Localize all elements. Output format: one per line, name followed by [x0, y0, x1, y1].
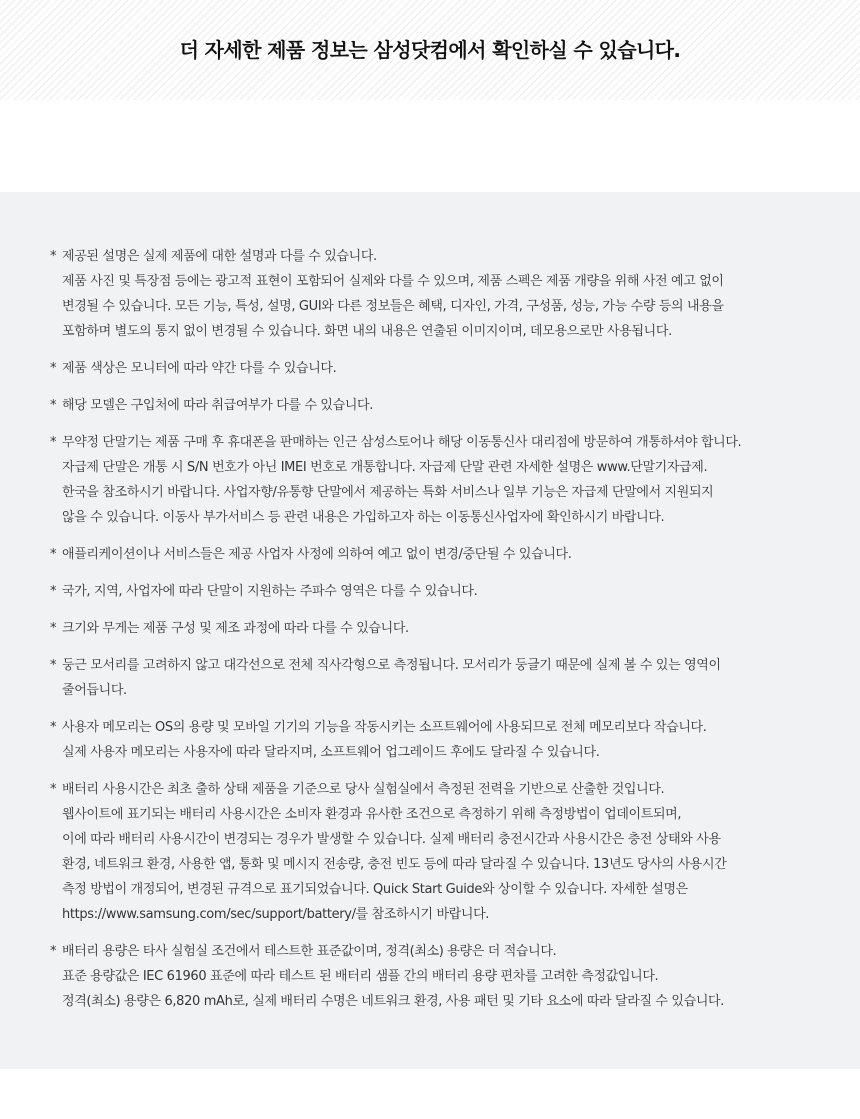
disclaimer-text-line: 표준 용량값은 IEC 61960 표준에 따라 테스트 된 배터리 샘플 간의 배터리 용량 편차를 고려한 측정값입니다. [62, 969, 659, 984]
disclaimer-text-line: 제품 색상은 모니터에 따라 약간 다를 수 있습니다. [62, 361, 337, 376]
disclaimer-note [50, 579, 830, 604]
disclaimer-note [50, 430, 830, 530]
asterisk-mark: * [50, 398, 57, 413]
banner-title: 더 자세한 제품 정보는 삼성닷컴에서 확인하실 수 있습니다. [179, 38, 681, 62]
disclaimer-text-line: 이에 따라 배터리 사용시간이 변경되는 경우가 발생할 수 있습니다. 실제 배터리 충전시간과 사용시간은 충전 상태와 사용 [62, 832, 721, 847]
asterisk-mark: * [50, 720, 57, 735]
disclaimer-text-line: 정격(최소) 용량은 6,820 mAh로, 실제 배터리 수명은 네트워크 환경, 사용 패턴 및 기타 요소에 따라 달라질 수 있습니다. [62, 994, 725, 1009]
asterisk-mark: * [50, 658, 57, 673]
disclaimer-text-line: 둥근 모서리를 고려하지 않고 대각선으로 전체 직사각형으로 측정됩니다. 모서리가 둥글기 때문에 실제 볼 수 있는 영역이 [62, 658, 721, 673]
disclaimer-text-line: 배터리 용량은 타사 실험실 조건에서 테스트한 표준값이며, 정격(최소) 용량은 더 적습니다. [62, 944, 557, 959]
disclaimer-text-line: 않을 수 있습니다. 이동사 부가서비스 등 관련 내용은 가입하고자 하는 이동통신사업자에 확인하시기 바랍니다. [62, 510, 665, 525]
asterisk-mark: * [50, 621, 57, 636]
disclaimer-text-line: 국가, 지역, 사업자에 따라 단말이 지원하는 주파수 영역은 다를 수 있습니다. [62, 584, 478, 599]
disclaimer-text-line: 줄어듭니다. [62, 683, 127, 698]
asterisk-mark: * [50, 249, 57, 264]
disclaimer-note [50, 616, 830, 641]
disclaimer-text-line: 실제 사용자 메모리는 사용자에 따라 달라지며, 소프트웨어 업그레이드 후에도 달라질 수 있습니다. [62, 745, 600, 760]
disclaimer-note [50, 393, 830, 418]
disclaimer-note [50, 244, 830, 344]
disclaimer-text-line: 측정 방법이 개정되어, 변경된 규격으로 표기되었습니다. Quick Start Guide와 상이할 수 있습니다. 자세한 설명은 [62, 882, 688, 897]
asterisk-mark: * [50, 361, 57, 376]
disclaimer-text-line: 환경, 네트워크 환경, 사용한 앱, 통화 및 메시지 전송량, 충전 빈도 등에 따라 달라질 수 있습니다. 13년도 당사의 사용시간 [62, 857, 727, 872]
disclaimer-text-line: 배터리 사용시간은 최초 출하 상태 제품을 기준으로 당사 실험실에서 측정된 전력을 기반으로 산출한 것입니다. [62, 782, 665, 797]
asterisk-mark: * [50, 584, 57, 599]
disclaimer-note [50, 542, 830, 567]
asterisk-mark: * [50, 782, 57, 797]
disclaimer-text-line: 한국을 참조하시기 바랍니다. 사업자향/유통향 단말에서 제공하는 특화 서비스나 일부 기능은 자급제 단말에서 지원되지 [62, 485, 714, 500]
disclaimer-text-line: 애플리케이션이나 서비스들은 제공 사업자 사정에 의하여 예고 없이 변경/중단될 수 있습니다. [62, 547, 572, 562]
disclaimer-note [50, 356, 830, 381]
disclaimer-text-line: https://www.samsung.com/sec/support/battery/를 참조하시기 바랍니다. [62, 907, 490, 922]
disclaimer-note [50, 715, 830, 765]
disclaimer-list [50, 244, 830, 1026]
info-banner [0, 0, 860, 100]
disclaimer-text-line: 변경될 수 있습니다. 모든 기능, 특성, 설명, GUI와 다른 정보들은 혜택, 디자인, 가격, 구성품, 성능, 가능 수량 등의 내용을 [62, 299, 724, 314]
disclaimer-text-line: 해당 모델은 구입처에 따라 취급여부가 다를 수 있습니다. [62, 398, 374, 413]
disclaimer-text-line: 무약정 단말기는 제품 구매 후 휴대폰을 판매하는 인근 삼성스토어나 해당 이동통신사 대리점에 방문하여 개통하셔야 합니다. [62, 435, 742, 450]
disclaimer-note [50, 939, 830, 1014]
disclaimer-text-line: 자급제 단말은 개통 시 S/N 번호가 아닌 IMEI 번호로 개통합니다. 자급제 단말 관련 자세한 설명은 www.단말기자급제. [62, 460, 708, 475]
disclaimer-note [50, 653, 830, 703]
asterisk-mark: * [50, 944, 57, 959]
disclaimer-note [50, 777, 830, 927]
asterisk-mark: * [50, 547, 57, 562]
disclaimer-text-line: 사용자 메모리는 OS의 용량 및 모바일 기기의 기능을 작동시키는 소프트웨어에 사용되므로 전체 메모리보다 작습니다. [62, 720, 707, 735]
disclaimer-text-line: 포함하며 별도의 통지 없이 변경될 수 있습니다. 화면 내의 내용은 연출된 이미지이며, 데모용으로만 사용됩니다. [62, 324, 672, 339]
asterisk-mark: * [50, 435, 57, 450]
disclaimer-text-line: 웹사이트에 표기되는 배터리 사용시간은 소비자 환경과 유사한 조건으로 측정하기 위해 측정방법이 업데이트되며, [62, 807, 682, 822]
disclaimer-text-line: 제공된 설명은 실제 제품에 대한 설명과 다를 수 있습니다. [62, 249, 377, 264]
disclaimer-text-line: 크기와 무게는 제품 구성 및 제조 과정에 따라 다를 수 있습니다. [62, 621, 409, 636]
disclaimer-text-line: 제품 사진 및 특장점 등에는 광고적 표현이 포함되어 실제와 다를 수 있으며, 제품 스펙은 제품 개량을 위해 사전 예고 없이 [62, 274, 724, 289]
